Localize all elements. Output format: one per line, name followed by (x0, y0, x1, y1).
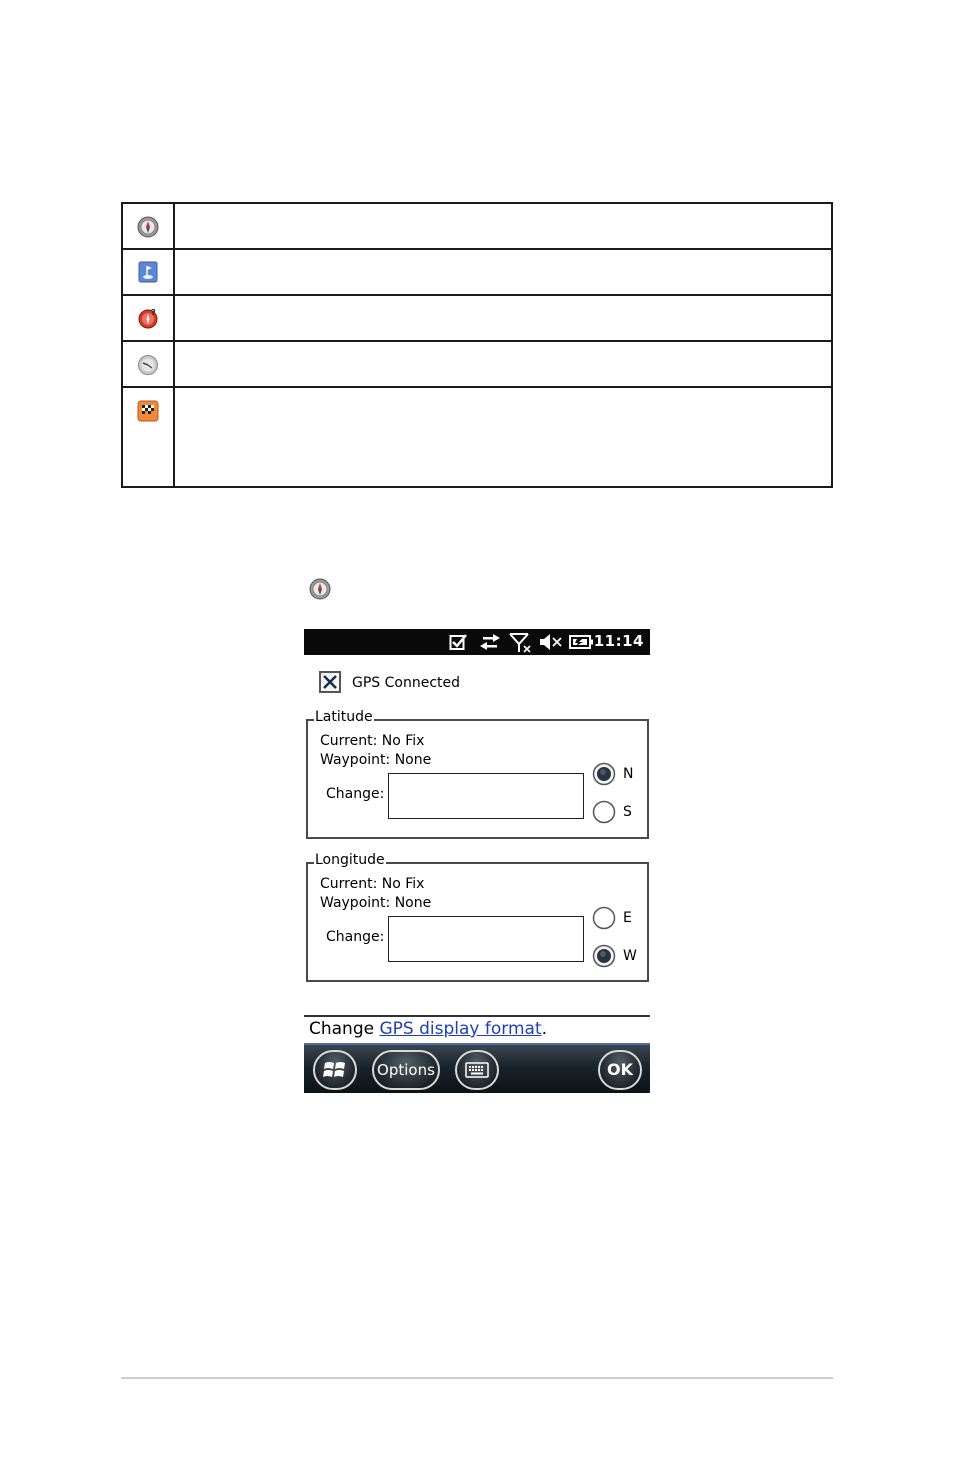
gps-compass-icon (137, 216, 159, 238)
ok-label: OK (607, 1060, 633, 1079)
longitude-change-label: Change: (326, 929, 385, 945)
hint-text (309, 1019, 547, 1039)
ok-button[interactable] (598, 1050, 642, 1090)
checkmark-x-icon (321, 673, 339, 691)
legend-row (123, 204, 831, 250)
svg-text:?: ? (151, 308, 156, 317)
battery-charging-icon[interactable] (569, 633, 595, 651)
legend-row (123, 388, 831, 486)
no-signal-icon[interactable] (509, 633, 533, 653)
longitude-option-w: W (623, 948, 637, 964)
keyboard-button[interactable] (455, 1050, 499, 1090)
options-button[interactable] (372, 1050, 440, 1090)
latitude-option-s: S (623, 804, 632, 820)
longitude-option-e: E (623, 910, 632, 926)
gps-connected-label: GPS Connected (352, 675, 461, 691)
latitude-waypoint-label: Waypoint: (320, 752, 391, 768)
gps-compass-icon (309, 578, 331, 600)
hint-prefix: Change (309, 1019, 380, 1039)
latitude-option-n: N (623, 766, 634, 782)
options-label: Options (377, 1061, 435, 1079)
longitude-radio-w[interactable] (592, 944, 616, 968)
latitude-waypoint-row (320, 752, 431, 768)
longitude-title: Longitude (315, 852, 385, 868)
page-footer-rule (121, 1377, 833, 1379)
longitude-current-row (320, 876, 424, 892)
latitude-current-label: Current: (320, 733, 378, 749)
hint-divider (304, 1015, 650, 1017)
gps-connected-checkbox[interactable] (319, 671, 341, 693)
latitude-waypoint-value: None (394, 752, 432, 768)
windows-start-icon (323, 1059, 347, 1081)
hint-suffix: . (541, 1019, 548, 1039)
checkered-flag-icon (137, 400, 159, 422)
latitude-radio-n[interactable] (592, 762, 616, 786)
gps-red-compass-icon (137, 307, 159, 329)
status-bar (304, 629, 650, 655)
waypoint-flag-icon (137, 261, 159, 283)
latitude-radio-s[interactable] (592, 800, 616, 824)
longitude-group (306, 852, 649, 982)
latitude-current-value: No Fix (381, 733, 425, 749)
keyboard-icon (465, 1062, 489, 1078)
clock-gray-icon (137, 354, 159, 376)
longitude-waypoint-value: None (394, 895, 432, 911)
start-button[interactable] (313, 1050, 357, 1090)
softkey-menu-bar (304, 1043, 650, 1093)
longitude-change-input[interactable] (388, 916, 584, 962)
latitude-change-input[interactable] (388, 773, 584, 819)
speaker-mute-icon[interactable] (539, 633, 563, 651)
longitude-waypoint-row (320, 895, 431, 911)
legend-row (123, 342, 831, 388)
icon-legend-table (121, 202, 833, 488)
longitude-current-label: Current: (320, 876, 378, 892)
latitude-group (306, 709, 649, 839)
device-screen (304, 629, 650, 1093)
legend-row (123, 296, 831, 342)
data-sync-icon[interactable] (479, 633, 501, 651)
longitude-current-value: No Fix (381, 876, 425, 892)
legend-row (123, 250, 831, 296)
task-check-icon[interactable] (449, 633, 469, 651)
gps-display-format-link[interactable]: GPS display format (379, 1019, 542, 1039)
latitude-current-row (320, 733, 424, 749)
longitude-radio-e[interactable] (592, 906, 616, 930)
latitude-title: Latitude (315, 709, 373, 725)
status-time: 11:14 (593, 632, 644, 650)
longitude-waypoint-label: Waypoint: (320, 895, 391, 911)
latitude-change-label: Change: (326, 786, 385, 802)
